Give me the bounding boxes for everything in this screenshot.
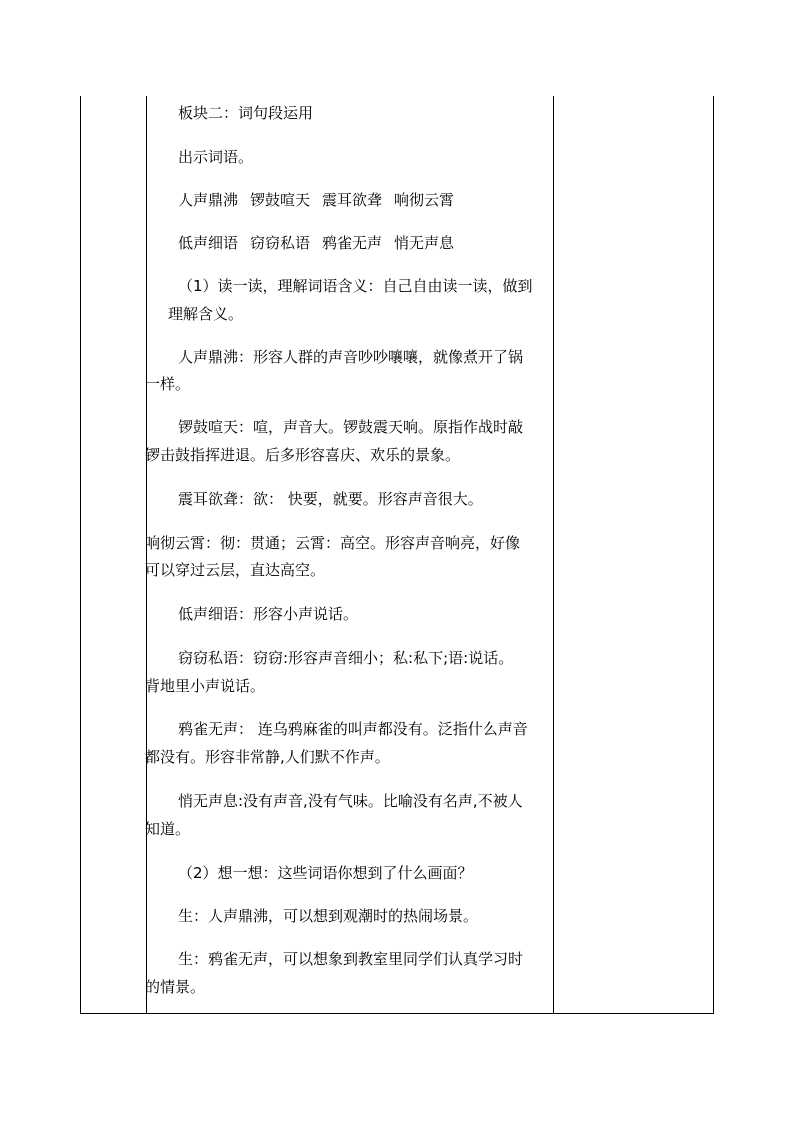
word-row-2 [146,234,598,252]
step1-instruction: （1）读一读，理解词语含义：自己自由读一读，做到 [178,277,533,295]
word-item: 鸦雀无声 [322,234,383,252]
definition-1: 人声鼎沸：形容人群的声音吵吵嚷嚷，就像煮开了锅 [178,348,524,366]
word-item: 锣鼓喧天 [250,191,311,209]
student-answer-2-cont: 的情景。 [145,978,206,996]
word-item: 震耳欲聋 [322,191,383,209]
word-item: 人声鼎沸 [178,191,239,209]
show-words-text: 出示词语。 [178,148,254,166]
definition-2: 锣鼓喧天：喧，声音大。锣鼓震天响。原指作战时敲 [178,418,524,436]
definition-7: 鸦雀无声： 连乌鸦麻雀的叫声都没有。泛指什么声音 [178,720,528,738]
student-answer-1: 生：人声鼎沸，可以想到观潮时的热闹场景。 [178,907,479,925]
word-row-1 [146,191,598,209]
word-item: 低声细语 [178,234,239,252]
definition-5: 低声细语：形容小声说话。 [178,605,359,623]
student-answer-2: 生：鸦雀无声，可以想象到教室里同学们认真学习时 [178,950,524,968]
step2-instruction: （2）想一想：这些词语你想到了什么画面？ [178,864,473,882]
definition-6: 窃窃私语：窃窃:形容声音细小；私:私下;语:说话。 [178,649,514,667]
word-item: 窃窃私语 [250,234,311,252]
definition-3: 震耳欲聋：欲： 快要，就要。形容声音很大。 [178,490,483,508]
definition-4-cont: 可以穿过云层，直达高空。 [145,561,326,579]
table-border-bottom [80,1013,714,1014]
definition-4: 响彻云霄：彻：贯通；云霄：高空。形容声音响亮，好像 [145,534,521,552]
definition-8: 悄无声息:没有声音,没有气味。比喻没有名声,不被人 [178,792,523,810]
word-item: 悄无声息 [394,234,455,252]
definition-6-cont: 背地里小声说话。 [145,677,266,695]
word-item: 响彻云霄 [394,191,455,209]
section-title: 板块二：词句段运用 [178,104,314,122]
table-border-left [80,96,81,1014]
definition-8-cont: 知道。 [145,820,191,838]
step1-instruction-cont: 理解含义。 [168,305,244,323]
definition-2-cont: 锣击鼓指挥进退。后多形容喜庆、欢乐的景象。 [145,446,461,464]
definition-1-cont: 一样。 [145,375,191,393]
table-border-right [713,96,714,1014]
definition-7-cont: 都没有。形容非常静,人们默不作声。 [145,748,390,766]
